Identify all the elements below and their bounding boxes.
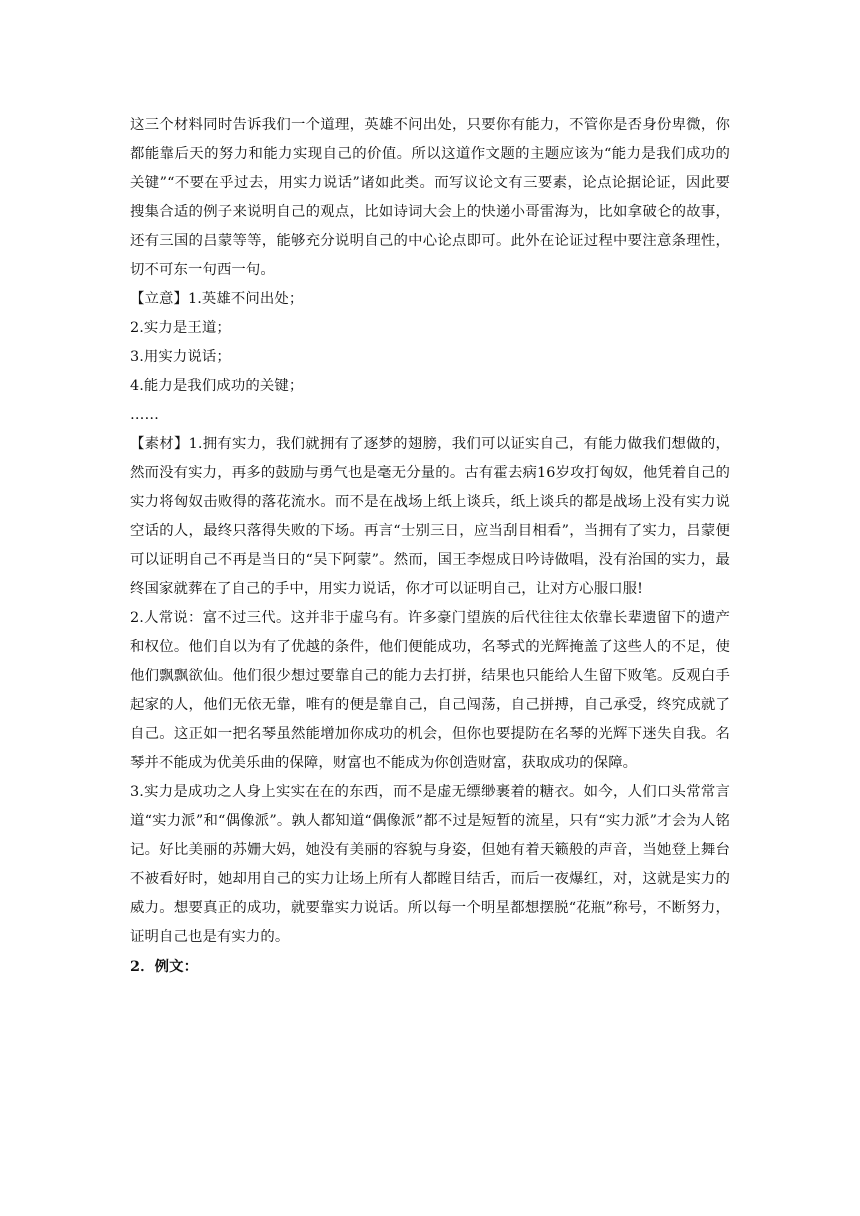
sucai-paragraph-3: 3.实力是成功之人身上实实在在的东西，而不是虚无缥缈裹着的糖衣。如今，人们口头常常言道“实力派”和“偶像派”。孰人都知道“偶像派”都不过是短暂的流星，只有“实力派”才会为人铭记。好比美丽的苏姗大妈，她没有美丽的容貌与身姿，但她有着天籁般的声音，当她登上舞台不被看好时，她却用自己的实力让场上所有人都瞠目结舌，而后一夜爆红，对，这就是实力的威力。想要真正的成功，就要靠实力说话。所以每一个明星都想摆脱“花瓶”称号，不断努力，证明自己也是有实力的。 xyxy=(130,784,730,945)
document-body xyxy=(130,111,730,981)
liyi-line-3: 3.用实力说话； xyxy=(130,349,231,365)
liyi-ellipsis: …… xyxy=(130,407,159,423)
sucai-paragraph-1: 【素材】1.拥有实力，我们就拥有了逐梦的翅膀，我们可以证实自己，有能力做我们想做的，然而没有实力，再多的鼓励与勇气也是毫无分量的。古有霍去病16岁攻打匈奴，他凭着自己的实力将匈奴击败得的落花流水。而不是在战场上纸上谈兵，纸上谈兵的都是战场上没有实力说空话的人，最终只落得失败的下场。再言“士别三日，应当刮目相看”，当拥有了实力，吕蒙便可以证明自己不再是当日的“吴下阿蒙”。然而，国王李煜成日吟诗做唱，没有治国的实力，最终国家就葬在了自己的手中，用实力说话，你才可以证明自己，让对方心服口服! xyxy=(130,436,730,597)
liyi-line-2: 2.实力是王道； xyxy=(130,320,231,336)
liyi-line-4: 4.能力是我们成功的关键； xyxy=(130,378,304,394)
liyi-line-1: 【立意】1.英雄不问出处； xyxy=(130,291,304,307)
sucai-paragraph-2: 2.人常说：富不过三代。这并非于虚乌有。许多豪门望族的后代往往太依靠长辈遗留下的遗产和权位。他们自以为有了优越的条件，他们便能成功，名琴式的光辉掩盖了这些人的不足，使他们飘飘欲仙。他们很少想过要靠自己的能力去打拼，结果也只能给人生留下败笔。反观白手起家的人，他们无依无靠，唯有的便是靠自己，自己闯荡，自己拼搏，自己承受，终究成就了自己。这正如一把名琴虽然能增加你成功的机会，但你也要提防在名琴的光辉下迷失自我。名琴并不能成为优美乐曲的保障，财富也不能成为你创造财富，获取成功的保障。 xyxy=(130,610,730,771)
intro-paragraph: 这三个材料同时告诉我们一个道理，英雄不问出处，只要你有能力，不管你是否身份卑微，你都能靠后天的努力和能力实现自己的价值。所以这道作文题的主题应该为“能力是我们成功的关键”“不要在乎过去，用实力说话”诸如此类。而写议论文有三要素，论点论据论证，因此要搜集合适的例子来说明自己的观点，比如诗词大会上的快递小哥雷海为，比如拿破仑的故事，还有三国的吕蒙等等，能够充分说明自己的中心论点即可。此外在论证过程中要注意条理性，切不可东一句西一句。 xyxy=(130,117,730,278)
example-heading: 2．例文： xyxy=(130,958,199,975)
